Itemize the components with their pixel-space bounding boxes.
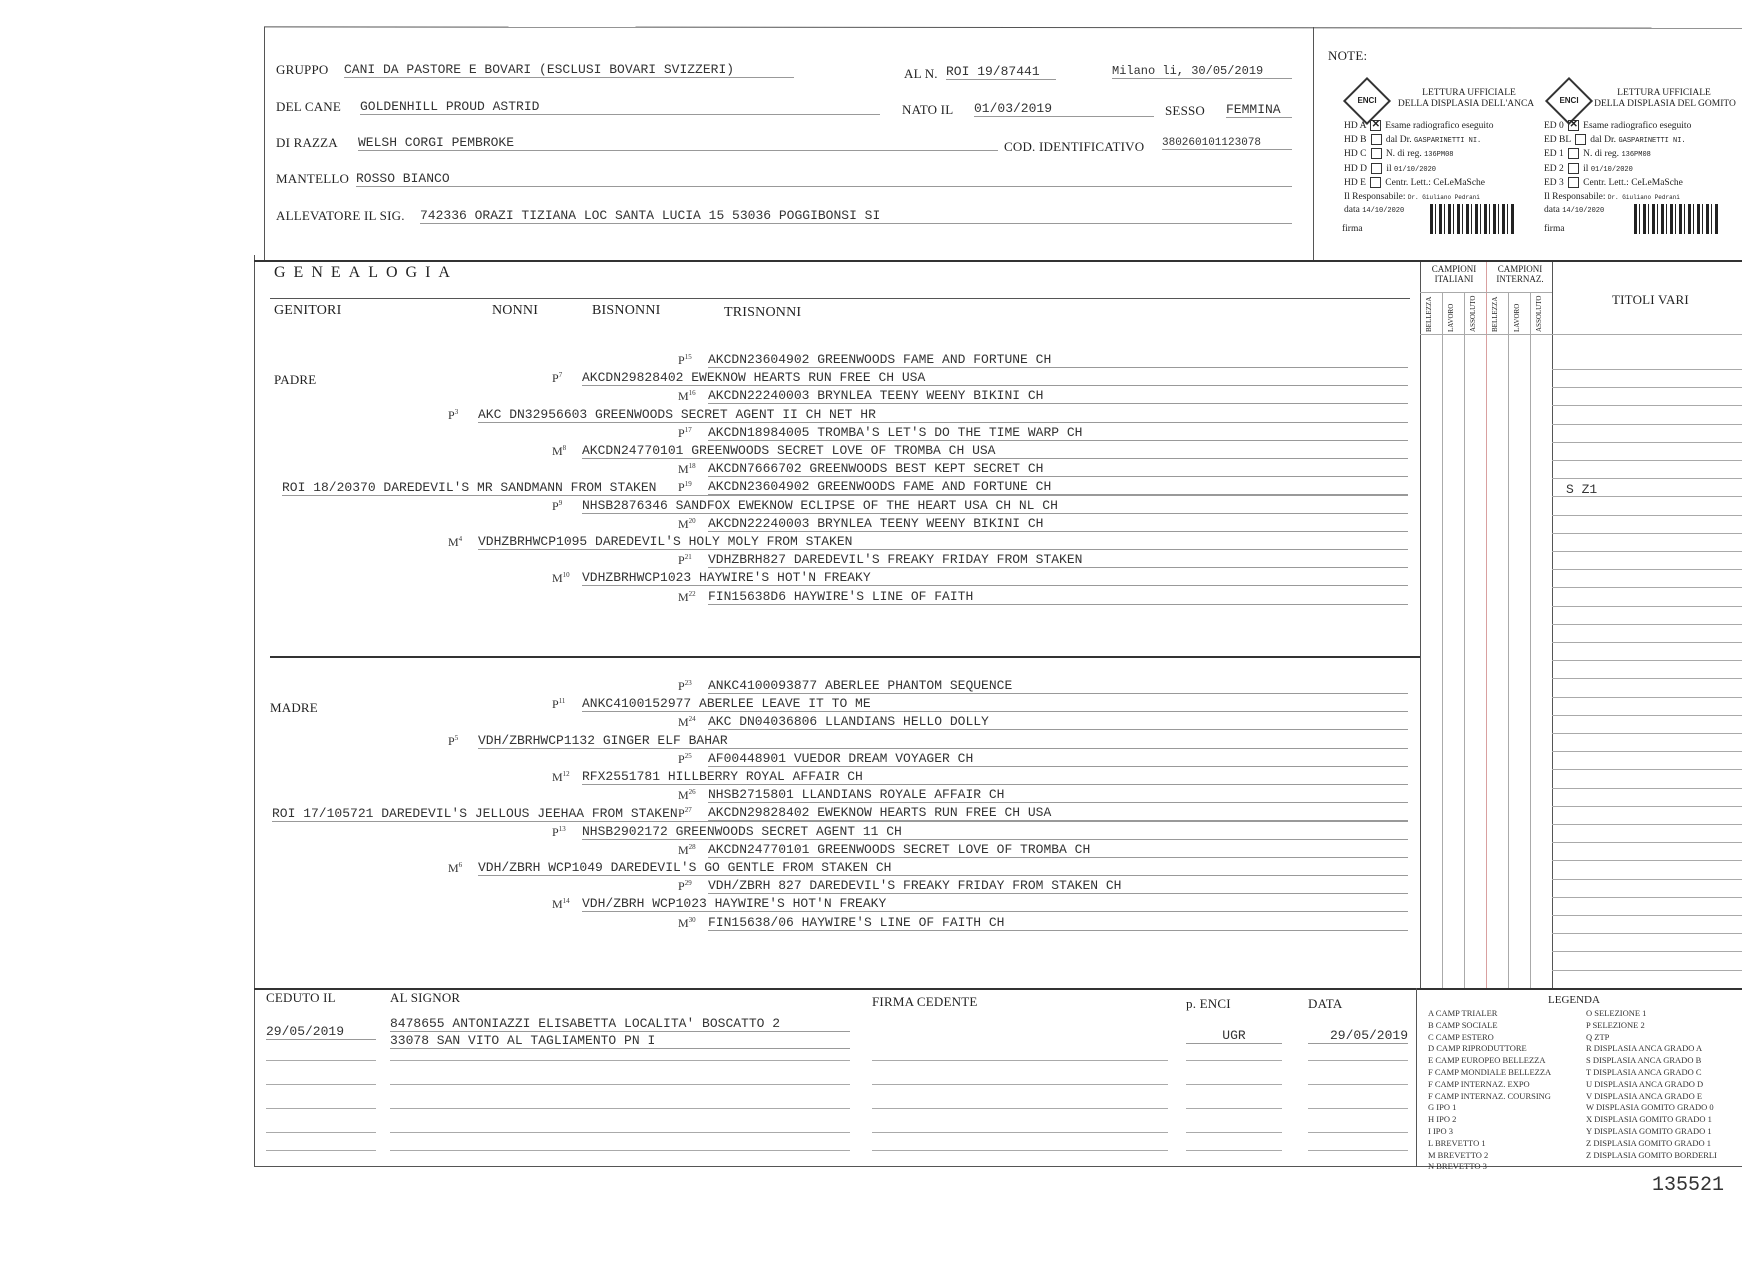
legend-item: F CAMP MONDIALE BELLEZZA xyxy=(1428,1067,1552,1077)
legend-item: I IPO 3 xyxy=(1428,1126,1454,1136)
sub-col-2: LAVORO xyxy=(1447,303,1455,332)
hd-c-checkbox[interactable] xyxy=(1371,148,1382,159)
titoli-row-line xyxy=(1552,970,1742,971)
padre-ancestor-row: VDHZBRH827 DAREDEVIL'S FREAKY FRIDAY FROM STAKEN xyxy=(708,552,1408,568)
gruppo-value: CANI DA PASTORE E BOVARI (ESCLUSI BOVARI SVIZZERI) xyxy=(344,62,794,78)
madre-ancestor-row: AKCDN29828402 EWEKNOW HEARTS RUN FREE CH USA xyxy=(708,805,1408,821)
padre-label: PADRE xyxy=(274,372,317,387)
footer-blank-line xyxy=(872,1084,1168,1085)
titoli-row-line xyxy=(1552,533,1742,534)
gomito-firma-label: firma xyxy=(1544,224,1565,234)
anca-title-1: LETTURA UFFICIALE xyxy=(1422,88,1516,98)
padre-ancestor-marker: $P^{21}$ xyxy=(678,553,692,568)
razza-value: WELSH CORGI PEMBROKE xyxy=(358,135,998,151)
padre-ancestor-row: AKCDN22240003 BRYNLEA TEENY WEENY BIKINI CH xyxy=(708,516,1408,532)
document-number: 135521 xyxy=(1652,1174,1725,1197)
nato-value: 01/03/2019 xyxy=(974,101,1154,117)
footer-blank-line xyxy=(1186,1150,1282,1151)
titoli-row-line xyxy=(1552,460,1742,461)
titoli-row-line xyxy=(1552,587,1742,588)
legend-item: U DISPLASIA ANCA GRADO D xyxy=(1586,1078,1704,1089)
col-div-4 xyxy=(1508,292,1509,988)
madre-ancestor-marker: $M^6$ xyxy=(448,861,463,875)
footer-blank-line xyxy=(1308,1084,1408,1085)
cane-value: GOLDENHILL PROUD ASTRID xyxy=(360,99,880,115)
titoli-row-line xyxy=(1552,697,1742,698)
padre-ancestor-marker: $M^{22}$ xyxy=(678,589,696,604)
padre-ancestor-marker: $M^{20}$ xyxy=(678,516,696,531)
titoli-row-line xyxy=(1552,678,1742,679)
campioni-sub-line xyxy=(1420,292,1552,293)
footer-blank-line xyxy=(390,1132,850,1133)
genealogy-header-line xyxy=(270,298,1410,299)
madre-ancestor-row: FIN15638/06 HAYWIRE'S LINE OF FAITH CH xyxy=(708,915,1408,931)
gomito-title-2: DELLA DISPLASIA DEL GOMITO xyxy=(1594,99,1736,109)
titoli-row-line xyxy=(1552,715,1742,716)
madre-ancestor-row: VDH/ZBRH WCP1049 DAREDEVIL'S GO GENTLE FROM STAKEN CH xyxy=(478,860,1408,876)
section-divider xyxy=(270,656,1420,658)
titoli-row-line xyxy=(1552,897,1742,898)
titoli-row-line xyxy=(1552,442,1742,443)
mantello-value: ROSSO BIANCO xyxy=(356,171,1292,187)
legend-item: O SELEZIONE 1 xyxy=(1586,1008,1647,1018)
sub-col-6: ASSOLUTO xyxy=(1535,295,1543,332)
mantello-label: MANTELLO xyxy=(276,171,350,186)
footer-blank-line xyxy=(390,1150,850,1151)
place-date: Milano li, 30/05/2019 xyxy=(1112,64,1292,79)
frame-bottom xyxy=(254,1166,1742,1167)
titoli-row-line xyxy=(1552,951,1742,952)
titoli-row-line xyxy=(1552,405,1742,406)
padre-ancestor-marker: $M^{18}$ xyxy=(678,462,696,477)
genealogy-top-line xyxy=(254,260,1742,262)
hd-d-checkbox[interactable] xyxy=(1371,163,1382,174)
frame-left xyxy=(254,255,255,1167)
padre-ancestor-row: AKCDN23604902 GREENWOODS FAME AND FORTUNE CH xyxy=(708,352,1408,368)
madre-ancestor-row: VDH/ZBRH WCP1023 HAYWIRE'S HOT'N FREAKY xyxy=(582,896,1408,912)
campioni-bottom-line xyxy=(1420,334,1742,335)
padre-ancestor-row: AKCDN7666702 GREENWOODS BEST KEPT SECRET CH xyxy=(708,461,1408,477)
signor-label: AL SIGNOR xyxy=(390,990,461,1005)
titoli-row-line xyxy=(1552,569,1742,570)
legend-item: N BREVETTO 3 xyxy=(1428,1161,1487,1172)
penci-label: p. ENCI xyxy=(1186,996,1231,1011)
madre-ancestor-row: NHSB2902172 GREENWOODS SECRET AGENT 11 CH xyxy=(582,824,1408,840)
titoli-row-line xyxy=(1552,642,1742,643)
padre-ancestor-marker: $P^7$ xyxy=(552,371,563,386)
col-div-1 xyxy=(1442,292,1443,988)
sesso-value: FEMMINA xyxy=(1226,102,1292,118)
titoli-row-line xyxy=(1552,733,1742,734)
col-genitori: GENITORI xyxy=(274,303,342,318)
madre-ancestor-row: ANKC4100152977 ABERLEE LEAVE IT TO ME xyxy=(582,696,1408,712)
anca-firma-label: firma xyxy=(1342,224,1363,234)
titoli-row-line xyxy=(1552,751,1742,752)
footer-blank-line xyxy=(1186,1060,1282,1061)
madre-ancestor-row: ANKC4100093877 ABERLEE PHANTOM SEQUENCE xyxy=(708,678,1408,694)
padre-ancestor-row: AKC DN32956603 GREENWOODS SECRET AGENT II CH NET HR xyxy=(478,407,1408,423)
col-trisnonni: TRISNONNI xyxy=(724,305,802,320)
col-div-2 xyxy=(1464,292,1465,988)
titoli-row-line xyxy=(1552,551,1742,552)
legend-border xyxy=(1416,988,1417,1166)
gomito-grades: ED 0 ✕ Esame radiografico eseguito ED BL dal Dr. GASPARINETTI NI. ED 1 N. di reg. 136PM08 ED 2 il 01/10/2020 ED 3 Centr. Lett.: CeLeMaSche Il Responsabile: Dr. Giuliano Pedrani data 14/10/2020 xyxy=(1544,119,1692,215)
padre-entry: ROI 18/20370 DAREDEVIL'S MR SANDMANN FROM STAKEN xyxy=(282,480,1408,496)
footer-blank-line xyxy=(1186,1108,1282,1109)
titoli-row-line xyxy=(1552,478,1742,479)
ed-0-checkbox[interactable]: ✕ xyxy=(1569,119,1578,131)
titoli-row-line xyxy=(1552,606,1742,607)
footer-blank-line xyxy=(266,1132,376,1133)
nato-label: NATO IL xyxy=(902,102,954,117)
allevatore-label: ALLEVATORE IL SIG. xyxy=(276,208,405,223)
titoli-row-line xyxy=(1552,842,1742,843)
signor-line-2: 33078 SAN VITO AL TAGLIAMENTO PN I xyxy=(390,1033,850,1049)
padre-ancestor-marker: $M^{16}$ xyxy=(678,389,696,404)
legend-item: B CAMP SOCIALE xyxy=(1428,1019,1498,1030)
madre-ancestor-row: AKCDN24770101 GREENWOODS SECRET LOVE OF TROMBA CH xyxy=(708,842,1408,858)
footer-blank-line xyxy=(1186,1084,1282,1085)
legend-item: Q ZTP xyxy=(1586,1031,1610,1042)
madre-ancestor-marker: $M^{14}$ xyxy=(552,897,570,912)
gruppo-label: GRUPPO xyxy=(276,62,329,77)
footer-blank-line xyxy=(1308,1108,1408,1109)
titoli-row-line xyxy=(1552,788,1742,789)
madre-ancestor-row: VDH/ZBRHWCP1132 GINGER ELF BAHAR xyxy=(478,733,1408,749)
madre-ancestor-marker: $M^{12}$ xyxy=(552,770,570,784)
ceduto-value: 29/05/2019 xyxy=(266,1024,376,1040)
titoli-row-line xyxy=(1552,387,1742,388)
penci-value: UGR xyxy=(1186,1028,1282,1044)
madre-label: MADRE xyxy=(270,700,318,715)
gomito-title-1: LETTURA UFFICIALE xyxy=(1617,88,1711,98)
anca-title-2: DELLA DISPLASIA DELL'ANCA xyxy=(1397,99,1535,109)
padre-ancestor-marker: $P^{17}$ xyxy=(678,425,692,440)
padre-ancestor-row: AKCDN24770101 GREENWOODS SECRET LOVE OF TROMBA CH USA xyxy=(582,443,1408,459)
legend-item: T DISPLASIA ANCA GRADO C xyxy=(1586,1067,1702,1077)
titoli-vari: TITOLI VARI xyxy=(1612,292,1689,307)
footer-blank-line xyxy=(1308,1150,1408,1151)
padre-ancestor-row: AKCDN23604902 GREENWOODS FAME AND FORTUNE CH xyxy=(708,479,1408,495)
padre-ancestor-row: FIN15638D6 HAYWIRE'S LINE OF FAITH xyxy=(708,589,1408,605)
gomito-barcode-icon xyxy=(1634,204,1720,234)
footer-blank-line xyxy=(872,1150,1168,1151)
legend-item: M BREVETTO 2 xyxy=(1428,1149,1489,1160)
footer-blank-line xyxy=(1308,1060,1408,1061)
notes-divider xyxy=(1313,27,1314,260)
padre-ancestor-row: NHSB2876346 SANDFOX EWEKNOW ECLIPSE OF THE HEART USA CH NL CH xyxy=(582,498,1408,514)
sesso-label: SESSO xyxy=(1165,103,1206,118)
titoli-row-line xyxy=(1552,879,1742,880)
padre-ancestor-row: AKCDN18984005 TROMBA'S LET'S DO THE TIME WARP CH xyxy=(708,425,1408,441)
titoli-row-line xyxy=(1552,824,1742,825)
legend-item: E CAMP EUROPEO BELLEZZA xyxy=(1428,1055,1546,1066)
madre-ancestor-marker: $P^{13}$ xyxy=(552,824,566,839)
legend-item: V DISPLASIA ANCA GRADO E xyxy=(1586,1090,1703,1101)
col-div-5 xyxy=(1530,292,1531,988)
footer-blank-line xyxy=(872,1132,1168,1133)
madre-ancestor-marker: $P^{29}$ xyxy=(678,879,692,894)
legend-item: S DISPLASIA ANCA GRADO B xyxy=(1586,1055,1702,1066)
madre-ancestor-row: AF00448901 VUEDOR DREAM VOYAGER CH xyxy=(708,751,1408,767)
titoli-row-line xyxy=(1552,369,1742,370)
madre-ancestor-marker: $P^{27}$ xyxy=(678,806,692,821)
padre-ancestor-marker: $P^{15}$ xyxy=(678,353,692,367)
frame-left-top xyxy=(264,27,265,260)
footer-blank-line xyxy=(390,1060,850,1061)
footer-blank-line xyxy=(266,1108,376,1109)
notes-title: NOTE: xyxy=(1328,48,1368,63)
padre-ancestor-marker: $P^3$ xyxy=(448,407,459,422)
hd-e-checkbox[interactable] xyxy=(1370,177,1381,188)
ed-3-checkbox[interactable] xyxy=(1568,177,1579,188)
legend-item: C CAMP ESTERO xyxy=(1428,1031,1494,1042)
legend-item: W DISPLASIA GOMITO GRADO 0 xyxy=(1586,1102,1714,1113)
madre-ancestor-row: VDH/ZBRH 827 DAREDEVIL'S FREAKY FRIDAY FROM STAKEN CH xyxy=(708,878,1408,894)
signor-line-1: 8478655 ANTONIAZZI ELISABETTA LOCALITA' BOSCATTO 2 xyxy=(390,1016,850,1032)
hd-b-checkbox[interactable] xyxy=(1371,134,1382,145)
footer-blank-line xyxy=(872,1060,1168,1061)
enci-logo-gomito: ENCI xyxy=(1545,77,1593,125)
madre-ancestor-marker: $M^{28}$ xyxy=(678,842,696,857)
madre-ancestor-marker: $P^5$ xyxy=(448,733,459,748)
campioni-left-border xyxy=(1420,262,1421,988)
col-nonni: NONNI xyxy=(492,303,539,318)
ed-1-checkbox[interactable] xyxy=(1568,148,1579,159)
legend-item: P SELEZIONE 2 xyxy=(1586,1019,1645,1030)
madre-ancestor-marker: $P^{23}$ xyxy=(678,679,692,693)
legend-item: L BREVETTO 1 xyxy=(1428,1137,1486,1148)
padre-ancestor-marker: $P^{19}$ xyxy=(678,480,692,495)
padre-ancestor-marker: $P^9$ xyxy=(552,498,563,513)
col-div-3 xyxy=(1486,262,1487,988)
cod-label: COD. IDENTIFICATIVO xyxy=(1004,139,1145,154)
padre-ancestor-marker: $M^{10}$ xyxy=(552,571,570,586)
titoli-row-line xyxy=(1552,860,1742,861)
madre-ancestor-marker: $M^{26}$ xyxy=(678,788,696,803)
razza-label: DI RAZZA xyxy=(276,135,338,150)
legend-item: Z DISPLASIA GOMITO BORDERLI xyxy=(1586,1149,1717,1160)
data-label: DATA xyxy=(1308,996,1343,1011)
legend-item: R DISPLASIA ANCA GRADO A xyxy=(1586,1043,1703,1054)
madre-ancestor-row: RFX2551781 HILLBERRY ROYAL AFFAIR CH xyxy=(582,769,1408,785)
legend-item: Y DISPLASIA GOMITO GRADO 1 xyxy=(1586,1126,1712,1136)
madre-ancestor-row: NHSB2715801 LLANDIANS ROYALE AFFAIR CH xyxy=(708,787,1408,803)
padre-titoli: S Z1 xyxy=(1566,482,1598,497)
legend-item: X DISPLASIA GOMITO GRADO 1 xyxy=(1586,1114,1712,1125)
frame-top xyxy=(264,26,1742,28)
footer-blank-line xyxy=(1308,1132,1408,1133)
legend-item: D CAMP RIPRODUTTORE xyxy=(1428,1043,1527,1054)
data-value: 29/05/2019 xyxy=(1308,1028,1408,1044)
ed-2-checkbox[interactable] xyxy=(1568,163,1579,174)
cane-label: DEL CANE xyxy=(276,99,342,114)
sub-col-3: ASSOLUTO xyxy=(1469,295,1477,332)
padre-ancestor-row: VDHZBRHWCP1095 DAREDEVIL'S HOLY MOLY FROM STAKEN xyxy=(478,534,1408,550)
footer-blank-line xyxy=(266,1084,376,1085)
titoli-row-line xyxy=(1552,660,1742,661)
titoli-row-line xyxy=(1552,806,1742,807)
footer-blank-line xyxy=(266,1060,376,1061)
titoli-row-line xyxy=(1552,915,1742,916)
legenda-title: LEGENDA xyxy=(1548,994,1600,1006)
legend-item: Z DISPLASIA GOMITO GRADO 1 xyxy=(1586,1137,1711,1148)
campioni-italiani: CAMPIONI ITALIANI xyxy=(1431,264,1477,284)
anca-barcode-icon xyxy=(1430,204,1516,234)
legend-item: A CAMP TRIALER xyxy=(1428,1008,1498,1018)
sub-col-4: BELLEZZA xyxy=(1491,296,1499,332)
madre-entry: ROI 17/105721 DAREDEVIL'S JELLOUS JEEHAA FROM STAKEN xyxy=(272,806,1408,822)
padre-ancestor-marker: $M^8$ xyxy=(552,444,567,458)
genealogy-title: GENEALOGIA xyxy=(274,264,458,281)
madre-ancestor-marker: $M^{30}$ xyxy=(678,915,696,930)
al-n-label: AL N. xyxy=(904,66,938,81)
al-n-value: ROI 19/87441 xyxy=(946,64,1056,80)
titoli-row-line xyxy=(1552,769,1742,770)
enci-logo-anca: ENCI xyxy=(1343,77,1391,125)
madre-ancestor-row: AKC DN04036806 LLANDIANS HELLO DOLLY xyxy=(708,714,1408,730)
padre-ancestor-marker: $M^4$ xyxy=(448,535,463,549)
footer-top-line xyxy=(254,988,1742,990)
allevatore-value: 742336 ORAZI TIZIANA LOC SANTA LUCIA 15 53036 POGGIBONSI SI xyxy=(420,208,1292,224)
campioni-internaz: CAMPIONI INTERNAZ. xyxy=(1496,264,1544,284)
footer-blank-line xyxy=(1186,1132,1282,1133)
legend-item: G IPO 1 xyxy=(1428,1102,1457,1113)
padre-ancestor-row: AKCDN22240003 BRYNLEA TEENY WEENY BIKINI CH xyxy=(708,388,1408,404)
padre-ancestor-row: VDHZBRHWCP1023 HAYWIRE'S HOT'N FREAKY xyxy=(582,570,1408,586)
titoli-row-line xyxy=(1552,424,1742,425)
legend-item: F CAMP INTERNAZ. COURSING xyxy=(1428,1090,1551,1101)
footer-blank-line xyxy=(872,1108,1168,1109)
sub-col-1: BELLEZZA xyxy=(1425,296,1433,332)
ceduto-label: CEDUTO IL xyxy=(266,990,336,1005)
madre-ancestor-marker: $P^{11}$ xyxy=(552,697,566,712)
padre-ancestor-row: AKCDN29828402 EWEKNOW HEARTS RUN FREE CH USA xyxy=(582,370,1408,386)
anca-grades: HD A ✕ Esame radiografico eseguito HD B dal Dr. GASPARINETTI NI. HD C N. di reg. 136PM08 HD D il 01/10/2020 HD E Centr. Lett.: CeLeMaSche Il Responsabile: Dr. Giuliano Pedrani data 14/10/2020 xyxy=(1344,119,1494,215)
footer-blank-line xyxy=(266,1150,376,1151)
titoli-row-line xyxy=(1552,933,1742,934)
legend-item: H IPO 2 xyxy=(1428,1114,1457,1125)
madre-ancestor-marker: $M^{24}$ xyxy=(678,715,696,730)
hd-a-checkbox[interactable]: ✕ xyxy=(1371,119,1380,131)
col-bisnonni: BISNONNI xyxy=(592,303,661,318)
madre-ancestor-marker: $P^{25}$ xyxy=(678,751,692,766)
footer-blank-line xyxy=(390,1108,850,1109)
legend-item: F CAMP INTERNAZ. EXPO xyxy=(1428,1078,1530,1089)
firma-cedente-label: FIRMA CEDENTE xyxy=(872,994,978,1009)
titoli-row-line xyxy=(1552,515,1742,516)
ed-bl-checkbox[interactable] xyxy=(1575,134,1586,145)
cod-value: 380260101123078 xyxy=(1162,137,1292,150)
footer-blank-line xyxy=(390,1084,850,1085)
titoli-row-line xyxy=(1552,624,1742,625)
sub-col-5: LAVORO xyxy=(1513,303,1521,332)
